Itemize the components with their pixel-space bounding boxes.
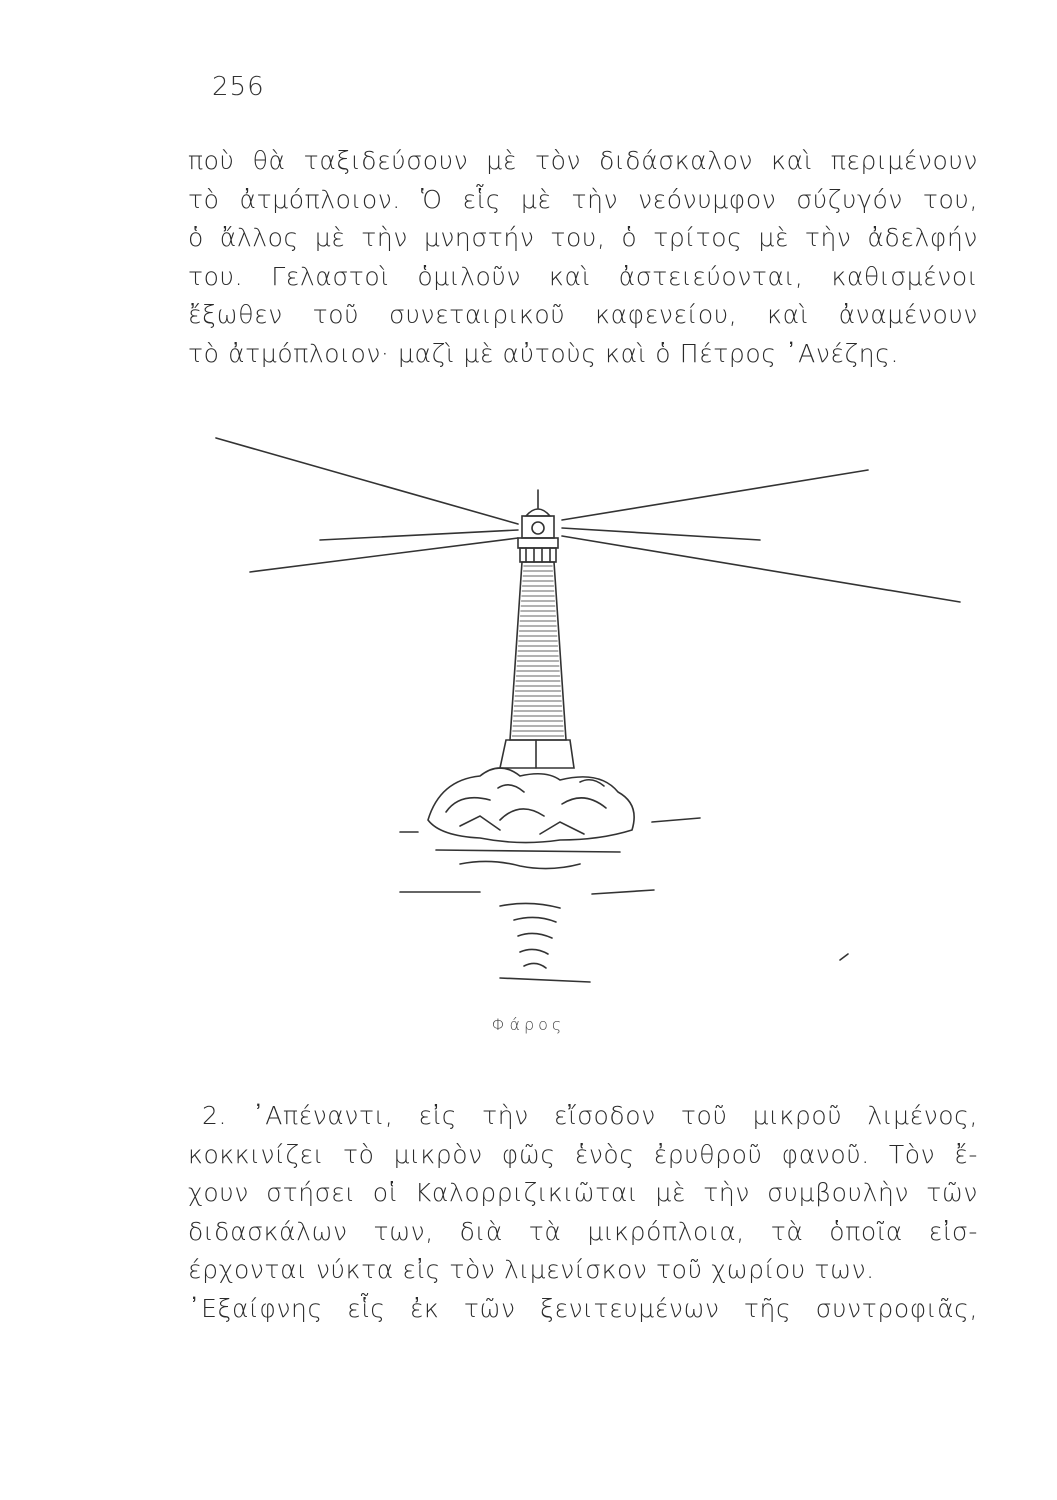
paragraph-2 xyxy=(188,1097,978,1328)
light-beam xyxy=(562,528,760,540)
text-line: ἔξωθεν τοῦ συνεταιρικοῦ καφενείου, καὶ ἀναμένουν xyxy=(188,300,978,329)
text-line: κοκκινίζει τὸ μικρὸν φῶς ἑνὸς ἐρυθροῦ φανοῦ. Τὸν ἔ- xyxy=(188,1139,978,1169)
paragraph-1 xyxy=(188,142,978,373)
text-line: έρχονται νύκτα εἰς τὸν λιμενίσκον τοῦ χωρίου των. xyxy=(188,1255,875,1284)
light-beam xyxy=(562,470,868,520)
lighthouse-illustration xyxy=(200,420,980,1000)
text-line: ποὺ θὰ ταξιδεύσουν μὲ τὸν διδάσκαλον καὶ περιμένουν xyxy=(188,146,978,175)
text-line: χουν στήσει οἱ Καλορριζικιῶται μὲ τὴν συμβουλὴν τῶν xyxy=(188,1178,978,1207)
light-beam xyxy=(216,438,518,524)
text-line: ᾽Εξαίφνης εἷς ἐκ τῶν ξενιτευμένων τῆς συντροφιᾶς, xyxy=(188,1293,978,1323)
text-line: τὸ ἀτμόπλοιον. Ὁ εἷς μὲ τὴν νεόνυμφον σύζυγόν του, xyxy=(188,184,978,214)
text-line: διδασκάλων των, διὰ τὰ μικρόπλοια, τὰ ὁποῖα εἰσ- xyxy=(188,1216,978,1246)
text-line: 2. ᾽Απέναντι, εἰς τὴν εἴσοδον τοῦ μικροῦ λιμένος, xyxy=(202,1101,978,1130)
text-line: τὸ ἀτμόπλοιον· μαζὶ μὲ αὐτοὺς καὶ ὁ Πέτρος ᾽Ανέζης. xyxy=(188,338,899,368)
page-number: 256 xyxy=(212,72,265,102)
light-beam xyxy=(250,538,518,572)
text-line: του. Γελαστοὶ ὁμιλοῦν καὶ ἀστειεύονται, καθισμένοι xyxy=(188,261,978,291)
text-line: ὁ ἄλλος μὲ τὴν μνηστήν του, ὁ τρίτος μὲ τὴν ἀδελφήν xyxy=(188,223,978,252)
figure-caption: Φάρος xyxy=(491,1015,566,1034)
light-beam xyxy=(562,536,960,602)
light-beam xyxy=(320,530,518,540)
